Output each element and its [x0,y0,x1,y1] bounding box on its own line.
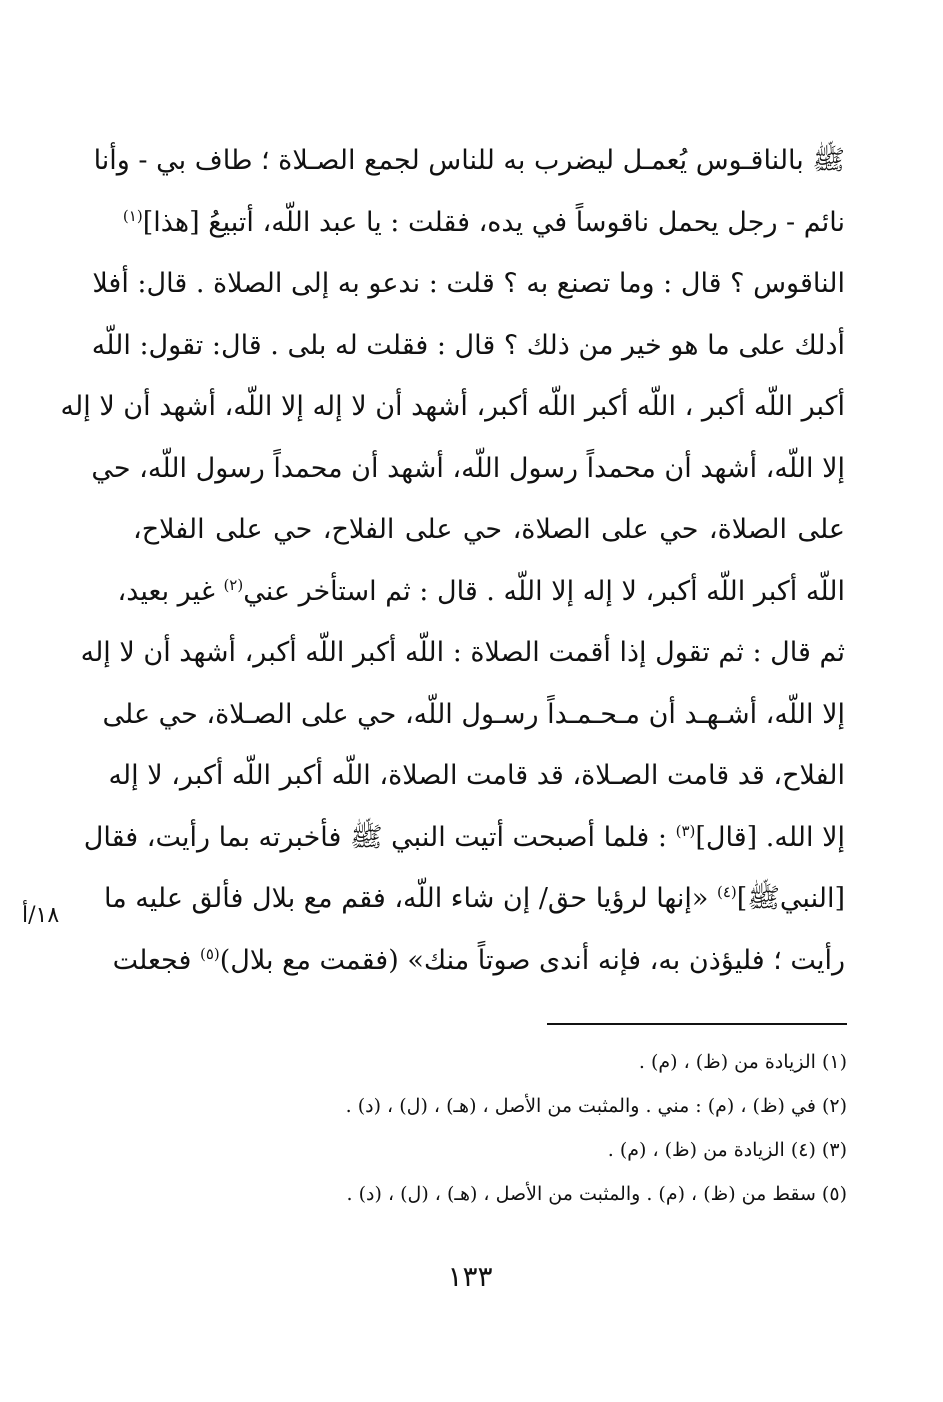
text-line-3 [92,253,845,315]
text-line-6 [91,438,845,500]
text-line-13 [104,868,845,930]
footnote-marker-1: (١) [122,206,143,225]
text-line-12-rest: : فلما أصبحت أتيت النبي ﷺ فأخبرته بما رأيت، فقال [83,821,668,853]
text-line-10 [102,684,845,746]
manuscript-folio-note: ١٨/أ [22,903,60,928]
text-line-14-content: رأيت ؛ فليؤذن به، فإنه أندى صوتاً منك» (فقمت مع بلال) [219,944,845,976]
footnote-marker-3: (٣) [675,821,696,840]
footnote-5: (٥) سقط من (ظ) ، (م) . والمثبت من الأصل ، (هـ) ، (ل) ، (د) . [346,1183,847,1205]
text-line-5 [60,376,845,438]
footnote-3-4: (٣) (٤) الزيادة من (ظ) ، (م) . [607,1139,847,1161]
main-text-block [60,130,845,991]
footnote-separator [547,1023,847,1025]
text-line-8-content: اللّه أكبر اللّه أكبر، لا إله إلا اللّه . قال : ثم استأخر عني [243,575,845,607]
text-line-9-content: ثم قال : ثم تقول إذا أقمت الصلاة : اللّه أكبر اللّه أكبر، أشهد أن لا إله [80,637,845,668]
text-line-13-content: [النبيﷺ] [736,883,845,914]
text-line-2-content: نائم - رجل يحمل ناقوساً في يده، فقلت : يا عبد اللّه، أتبيعُ [هذا] [142,206,845,238]
text-line-3-content: الناقوس ؟ قال : وما تصنع به ؟ قلت : ندعو به إلى الصلاة . قال: أفلا [92,268,845,299]
text-line-9 [80,622,845,684]
text-line-13-rest: «إنها لرؤيا حق/ إن شاء اللّه، فقم مع بلال فألق عليه ما [104,883,709,914]
text-line-6-content: إلا اللّه، أشهد أن محمداً رسول اللّه، أشهد أن محمداً رسول اللّه، حي [91,452,845,484]
text-line-11-content: الفلاح، قد قامت الصـلاة، قد قامت الصلاة، اللّه أكبر اللّه أكبر، لا إله [108,760,845,791]
text-line-1 [93,130,845,192]
footnotes-block [200,1040,847,1216]
text-line-1-content: ﷺ بالناقـوس يُعمـل ليضرب به للناس لجمع الصـلاة ؛ طاف بي - وأنا [93,145,845,176]
text-line-11 [108,745,845,807]
text-line-12 [83,807,845,869]
footnote-marker-5: (٥) [199,944,220,963]
text-line-5-content: أكبر اللّه أكبر ، اللّه أكبر اللّه أكبر، أشهد أن لا إله إلا اللّه، أشهد أن لا إله [60,391,845,422]
text-line-12-content: إلا الله. [قال] [695,821,845,853]
text-line-8 [117,561,845,623]
text-line-14-end: فجعلت [112,944,192,976]
text-line-7-content: على الصلاة، حي على الصلاة، حي على الفلاح، حي على الفلاح، [133,514,845,545]
footnote-2: (٢) في (ظ) ، (م) : مني . والمثبت من الأصل ، (هـ) ، (ل) ، (د) . [345,1095,847,1117]
footnote-1: (١) الزيادة من (ظ) ، (م) . [638,1051,847,1073]
footnote-marker-2: (٢) [223,575,244,594]
footnote-marker-4: (٤) [717,883,737,901]
page-number: ١٣٣ [447,1260,493,1293]
text-line-10-content: إلا اللّه، أشـهـد أن مـحـمـداً رسـول اللّه، حي على الصـلاة، حي على [102,698,845,730]
text-line-14 [112,930,845,992]
text-line-2 [122,192,845,254]
text-line-8-end: غير بعيد، [117,575,215,607]
text-line-4 [91,315,845,377]
text-line-4-content: أدلك على ما هو خير من ذلك ؟ قال : فقلت له بلى . قال: تقول: اللّه [91,329,845,361]
text-line-7 [133,499,845,561]
